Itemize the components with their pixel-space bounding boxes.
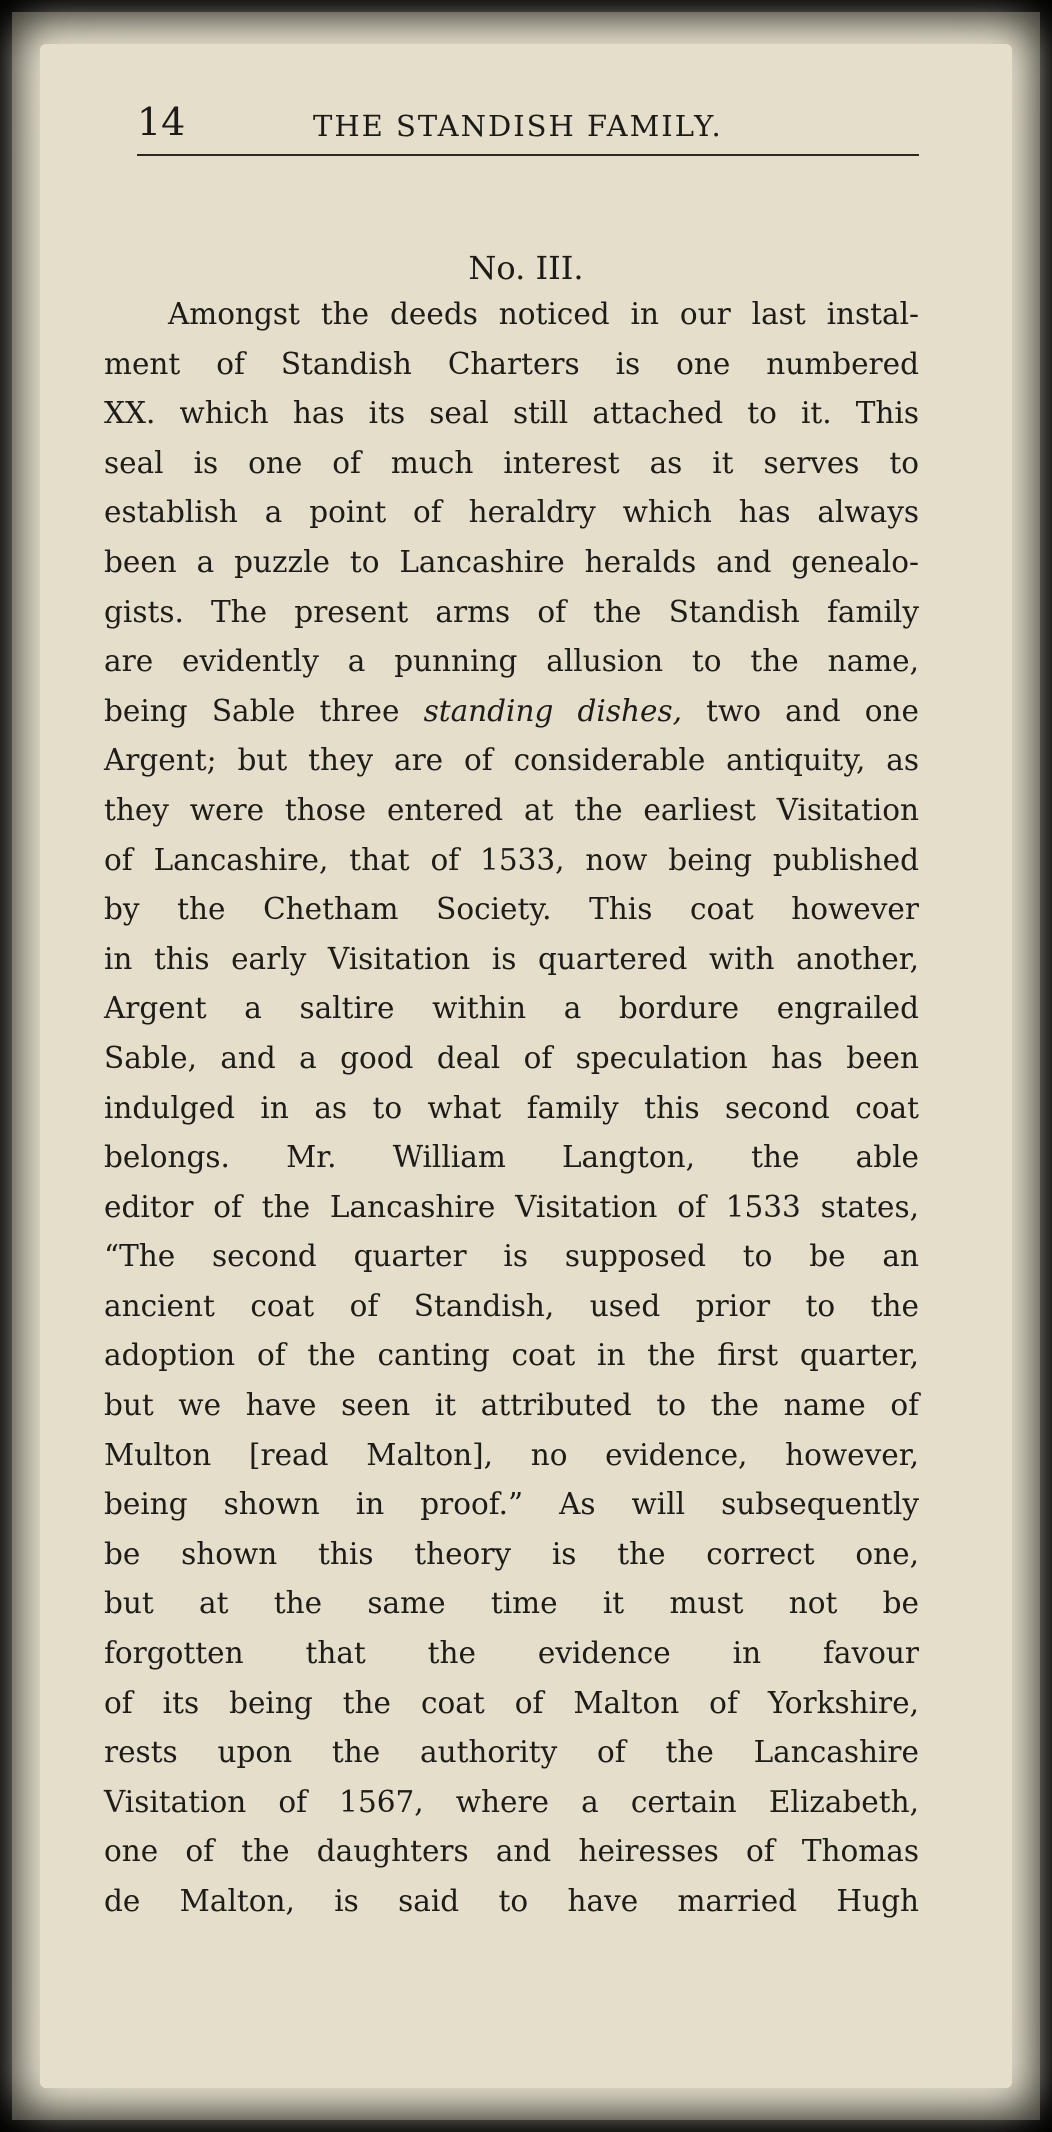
text-line: seal is one of much interest as it serves to	[104, 445, 919, 480]
text-line: XX. which has its seal still attached to it. This	[104, 396, 919, 431]
text-line: editor of the Lancashire Visitation of 1533 states,	[104, 1189, 919, 1224]
text-line: ment of Standish Charters is one numbered	[104, 346, 919, 381]
text-line: “The second quarter is supposed to be an	[104, 1239, 919, 1274]
page-header	[137, 98, 919, 156]
text-line: indulged in as to what family this second coat	[104, 1090, 919, 1125]
text-line: belongs. Mr. William Langton, the able	[104, 1140, 919, 1175]
text-line: but we have seen it attributed to the name of	[104, 1388, 919, 1423]
text-line: but at the same time it must not be	[104, 1586, 919, 1621]
text-line: establish a point of heraldry which has always	[104, 495, 919, 530]
text-line: by the Chetham Society. This coat however	[104, 892, 919, 927]
text-line: Argent; but they are of considerable antiquity, as	[104, 743, 919, 778]
text-line: of its being the coat of Malton of Yorkshire,	[104, 1685, 919, 1720]
text-line: adoption of the canting coat in the first quarter,	[104, 1338, 919, 1373]
text-line: forgotten that the evidence in favour	[104, 1636, 919, 1671]
body-text	[104, 290, 919, 1927]
text-line: Multon [read Malton], no evidence, however,	[104, 1437, 919, 1472]
text-line: Argent a saltire within a bordure engrailed	[104, 991, 919, 1026]
text-line	[104, 687, 919, 737]
text-line: Sable, and a good deal of speculation has been	[104, 1040, 919, 1075]
text-segment: being Sable three	[104, 693, 424, 728]
page-number: 14	[137, 100, 186, 144]
text-line: Visitation of 1567, where a certain Elizabeth,	[104, 1784, 919, 1819]
text-line: are evidently a punning allusion to the name,	[104, 644, 919, 679]
section-title: No. III.	[468, 249, 584, 287]
text-line: been a puzzle to Lancashire heralds and genealo-	[104, 544, 919, 579]
text-line: Amongst the deeds noticed in our last instal-	[168, 297, 919, 331]
text-line: de Malton, is said to have married Hugh	[104, 1884, 919, 1918]
text-line: ancient coat of Standish, used prior to the	[104, 1288, 919, 1323]
text-line: they were those entered at the earliest Visitation	[104, 792, 919, 827]
text-line: gists. The present arms of the Standish family	[104, 594, 919, 629]
text-segment: two and one	[681, 693, 919, 728]
text-line: rests upon the authority of the Lancashire	[104, 1735, 919, 1770]
text-line: be shown this theory is the correct one,	[104, 1536, 919, 1571]
running-head: THE STANDISH FAMILY.	[313, 109, 723, 143]
text-line: being shown in proof.” As will subsequently	[104, 1487, 919, 1522]
text-line: in this early Visitation is quartered with another,	[104, 941, 919, 976]
text-line: of Lancashire, that of 1533, now being published	[104, 842, 919, 877]
text-line: one of the daughters and heiresses of Thomas	[104, 1834, 919, 1869]
italic-phrase: standing dishes,	[423, 693, 682, 728]
